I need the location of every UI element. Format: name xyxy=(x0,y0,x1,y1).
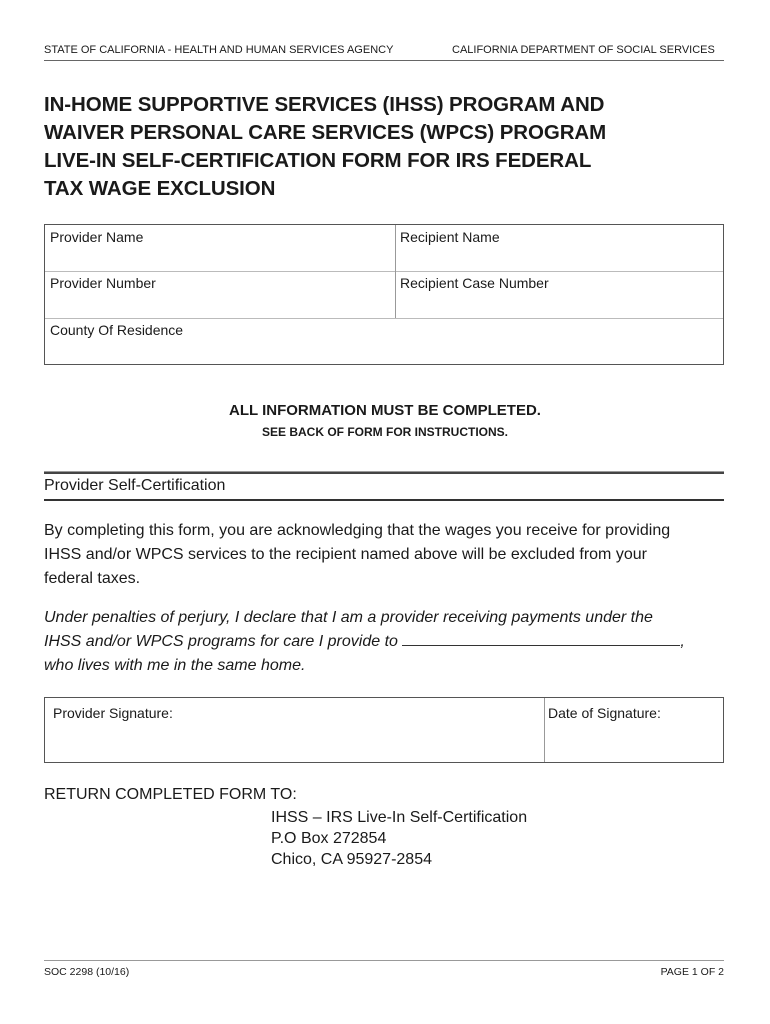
declaration-line: Under penalties of perjury, I declare that I am a provider receiving payments under the xyxy=(44,609,653,626)
declaration-line xyxy=(44,630,734,654)
info-row-divider xyxy=(45,318,723,319)
date-of-signature-field[interactable]: Date of Signature: xyxy=(548,705,661,721)
department-header: CALIFORNIA DEPARTMENT OF SOCIAL SERVICES xyxy=(452,44,715,56)
recipient-name-blank[interactable] xyxy=(402,631,680,646)
title-line-3: LIVE-IN SELF-CERTIFICATION FORM FOR IRS FEDERAL xyxy=(44,149,592,172)
title-line-4: TAX WAGE EXCLUSION xyxy=(44,177,276,200)
title-line-1: IN-HOME SUPPORTIVE SERVICES (IHSS) PROGRAM AND xyxy=(44,93,605,116)
paragraph-line: By completing this form, you are acknowledging that the wages you receive for providing xyxy=(44,522,671,539)
address-line: Chico, CA 95927-2854 xyxy=(271,851,432,868)
recipient-case-number-field[interactable]: Recipient Case Number xyxy=(400,275,549,291)
title-line-2: WAIVER PERSONAL CARE SERVICES (WPCS) PROGRAM xyxy=(44,121,607,144)
page-number: PAGE 1 OF 2 xyxy=(660,966,724,978)
provider-signature-field[interactable]: Provider Signature: xyxy=(53,705,173,721)
section-top-rule xyxy=(44,471,724,474)
paragraph-line: federal taxes. xyxy=(44,570,141,587)
info-fields-box xyxy=(44,224,724,365)
return-address xyxy=(271,807,527,870)
declaration-line: who lives with me in the same home. xyxy=(44,657,306,674)
signature-box xyxy=(44,697,724,763)
county-of-residence-field[interactable]: County Of Residence xyxy=(50,322,184,338)
paragraph-line: IHSS and/or WPCS services to the recipient named above will be excluded from your xyxy=(44,546,647,563)
address-line: IHSS – IRS Live-In Self-Certification xyxy=(271,809,528,826)
section-title-underline xyxy=(44,499,724,501)
section-title: Provider Self-Certification xyxy=(44,477,226,494)
form-id: SOC 2298 (10/16) xyxy=(44,966,130,978)
info-column-divider xyxy=(395,225,396,318)
all-info-notice: ALL INFORMATION MUST BE COMPLETED. xyxy=(229,402,541,419)
signature-column-divider xyxy=(544,698,545,762)
address-line: P.O Box 272854 xyxy=(271,830,387,847)
footer-divider xyxy=(44,960,724,961)
info-row-divider xyxy=(45,271,723,272)
see-back-notice: SEE BACK OF FORM FOR INSTRUCTIONS. xyxy=(262,425,508,439)
declaration-paragraph xyxy=(44,606,734,678)
agency-header: STATE OF CALIFORNIA - HEALTH AND HUMAN SERVICES AGENCY xyxy=(44,44,394,56)
form-title xyxy=(44,91,734,203)
declaration-suffix: , xyxy=(680,633,685,650)
recipient-name-field[interactable]: Recipient Name xyxy=(400,229,500,245)
provider-number-field[interactable]: Provider Number xyxy=(50,275,156,291)
header-divider xyxy=(44,60,724,61)
provider-name-field[interactable]: Provider Name xyxy=(50,229,144,245)
declaration-prefix: IHSS and/or WPCS programs for care I provide to xyxy=(44,633,403,650)
return-label: RETURN COMPLETED FORM TO: xyxy=(44,786,297,803)
acknowledgement-paragraph xyxy=(44,519,734,591)
